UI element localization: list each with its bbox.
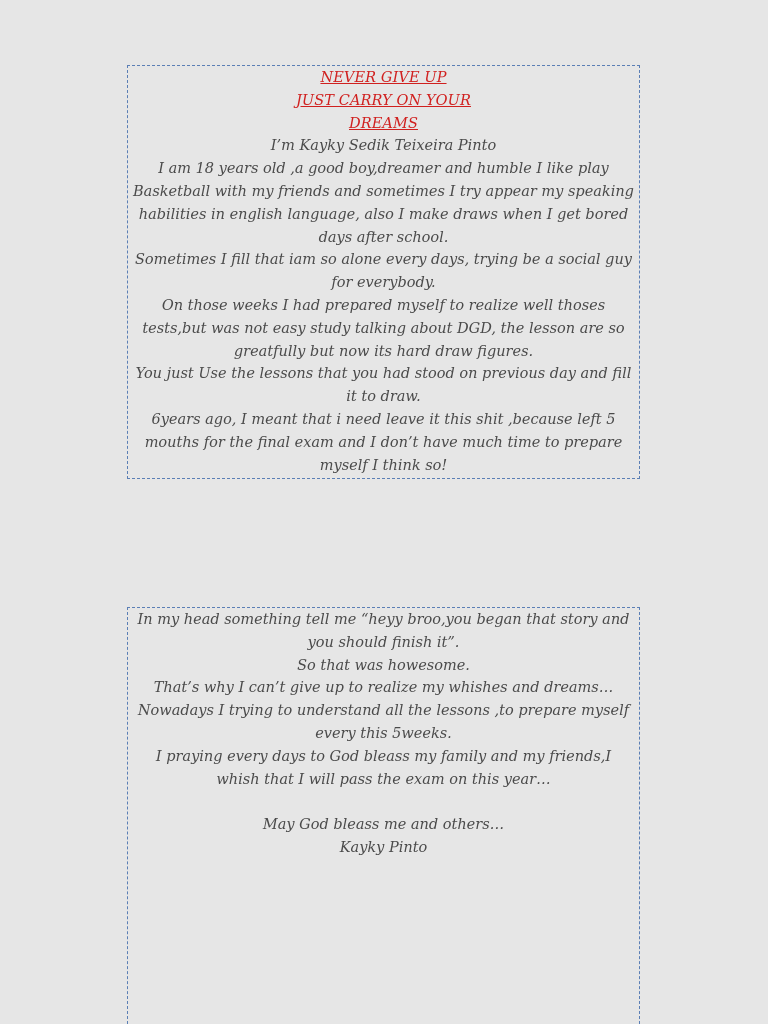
blank-line [132, 791, 635, 814]
paragraph-lessons: You just Use the lessons that you had stood on previous day and fill it to draw. [135, 366, 632, 406]
paragraph-howesome: So that was howesome. [297, 657, 470, 674]
title-line-1: NEVER GIVE UP [320, 70, 447, 86]
paragraph-give-up: That’s why I can’t give up to realize my whishes and dreams… [153, 680, 614, 697]
paragraph-tests: On those weeks I had prepared myself to realize well thoses tests,but was not easy study talking about DGD, the lesson are so greatfully but now its hard draw figures. [142, 297, 625, 360]
signature-name: Kayky Pinto [339, 839, 428, 856]
paragraph-head: In my head something tell me “heyy broo,you began that story and you should finish it”. [137, 612, 630, 651]
text-box-2 [127, 607, 640, 1024]
text-box-1 [127, 65, 640, 479]
paragraph-years-ago: 6years ago, I meant that i need leave it this shit ,because left 5 mouths for the final exam and I don’t have much time to prepare myself I think so! [144, 411, 623, 474]
paragraph-blessing: May God bleass me and others… [262, 817, 505, 834]
paragraph-praying: I praying every days to God bleass my family and my friends,I whish that I will pass the exam on this year… [155, 748, 612, 788]
author-intro: I’m Kayky Sedik Teixeira Pinto [270, 138, 497, 155]
paragraph-about: I am 18 years old ,a good boy,dreamer and humble I like play Basketball with my friends and sometimes I try appear my speaking habilities in english language, also I make draws when I get bored days after school. [133, 161, 634, 246]
title-line-3: DREAMS [349, 115, 418, 132]
title-line-2: JUST CARRY ON YOUR [296, 92, 471, 109]
paragraph-alone: Sometimes I fill that iam so alone every days, trying be a social guy for everybody. [135, 252, 632, 292]
paragraph-nowadays: Nowadays I trying to understand all the lessons ,to prepare myself every this 5weeks. [137, 703, 630, 742]
